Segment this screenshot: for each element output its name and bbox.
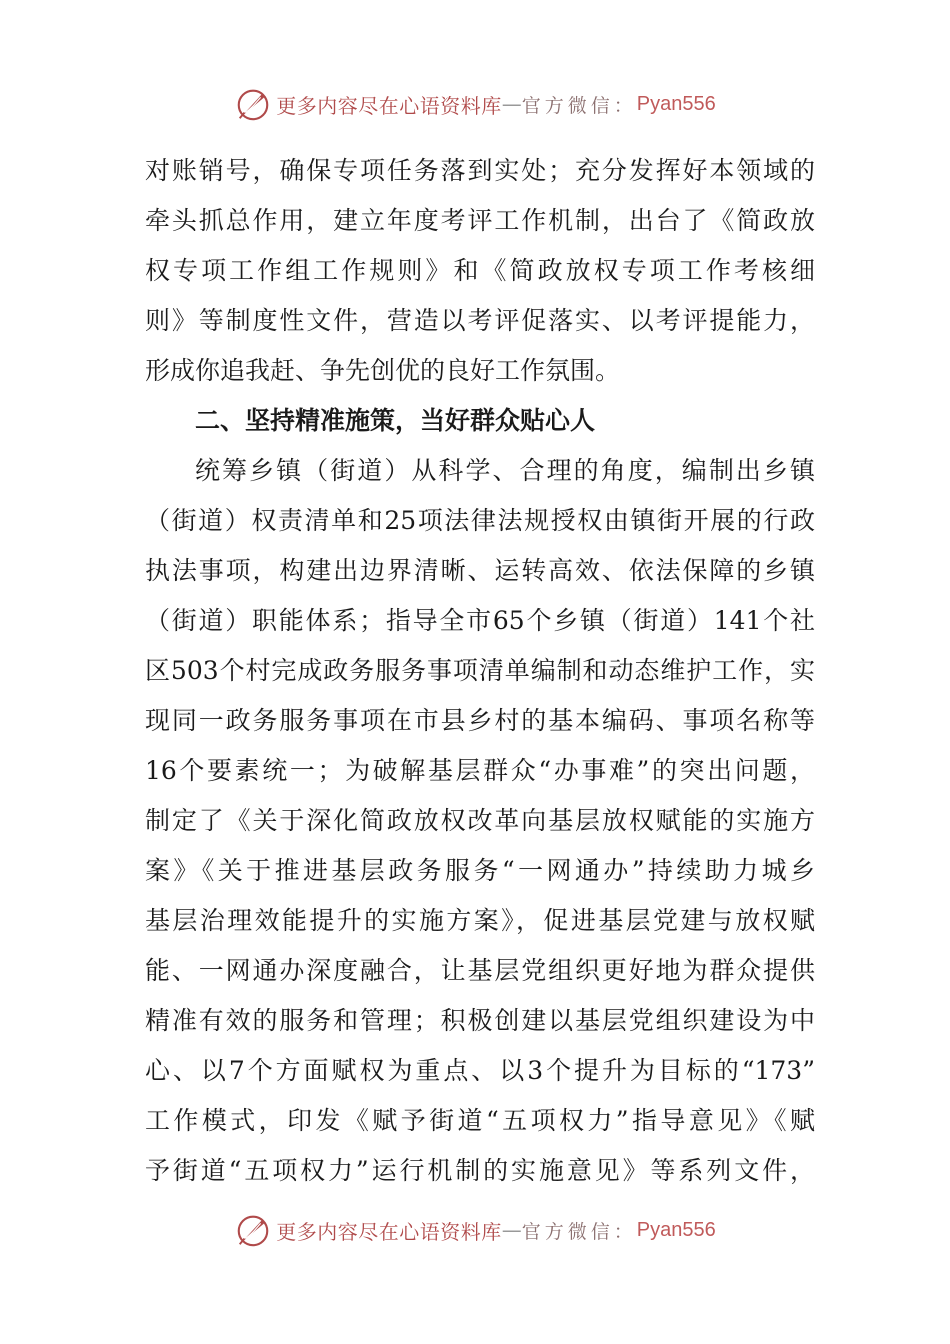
text-line: （街道）职能体系；指导全市65个乡镇（街道）141个社 bbox=[145, 606, 815, 635]
quill-logo-icon bbox=[234, 1211, 272, 1249]
watermark-brand-text: 更多内容尽在心语资料库 bbox=[276, 93, 502, 118]
text-line: 精准有效的服务和管理；积极创建以基层党组织建设为中 bbox=[145, 1006, 815, 1035]
text-line: 工作模式，印发《赋予街道“五项权力”指导意见》《赋 bbox=[145, 1106, 815, 1135]
text-line: 基层治理效能提升的实施方案》，促进基层党建与放权赋 bbox=[145, 906, 815, 935]
text-line: 区503个村完成政务服务事项清单编制和动态维护工作，实 bbox=[145, 656, 815, 685]
text-line: 统筹乡镇（街道）从科学、合理的角度，编制出乡镇 bbox=[195, 456, 815, 485]
text-line: 心、以7个方面赋权为重点、以3个提升为目标的“173” bbox=[145, 1056, 815, 1085]
watermark-separator: — bbox=[501, 1218, 522, 1242]
text-line: 予街道“五项权力”运行机制的实施意见》等系列文件， bbox=[145, 1156, 815, 1185]
watermark-brand-text: 更多内容尽在心语资料库 bbox=[276, 1219, 502, 1244]
watermark-separator: — bbox=[501, 92, 522, 116]
text-line: 权专项工作组工作规则》和《简政放权专项工作考核细 bbox=[145, 256, 815, 285]
watermark-footer bbox=[0, 1210, 950, 1250]
text-line: 案》《关于推进基层政务服务“一网通办”持续助力城乡 bbox=[145, 856, 815, 885]
section-heading: 二、坚持精准施策，当好群众贴心人 bbox=[195, 406, 596, 435]
text-line: 制定了《关于深化简政放权改革向基层放权赋能的实施方 bbox=[145, 806, 815, 835]
text-line: 16个要素统一；为破解基层群众“办事难”的突出问题， bbox=[145, 756, 815, 785]
quill-logo-icon bbox=[234, 85, 272, 123]
text-line: 执法事项，构建出边界清晰、运转高效、依法保障的乡镇 bbox=[145, 556, 815, 585]
text-line: 则》等制度性文件，营造以考评促落实、以考评提能力， bbox=[145, 306, 815, 335]
text-line: 能、一网通办深度融合，让基层党组织更好地为群众提供 bbox=[145, 956, 815, 985]
watermark-wechat-id: Pyan556 bbox=[636, 1218, 716, 1241]
text-line: 现同一政务服务事项在市县乡村的基本编码、事项名称等 bbox=[145, 706, 815, 735]
watermark-wechat-label: 官方微信： bbox=[521, 94, 637, 117]
document-body bbox=[145, 146, 815, 1196]
text-line: 对账销号，确保专项任务落到实处；充分发挥好本领域的 bbox=[145, 156, 815, 185]
watermark-wechat-label: 官方微信： bbox=[521, 1220, 637, 1243]
watermark-header bbox=[0, 84, 950, 124]
text-line: （街道）权责清单和25项法律法规授权由镇街开展的行政 bbox=[145, 506, 815, 535]
text-line: 牵头抓总作用，建立年度考评工作机制，出台了《简政放 bbox=[145, 206, 815, 235]
watermark-wechat-id: Pyan556 bbox=[636, 92, 716, 115]
text-line: 形成你追我赶、争先创优的良好工作氛围。 bbox=[145, 356, 621, 385]
